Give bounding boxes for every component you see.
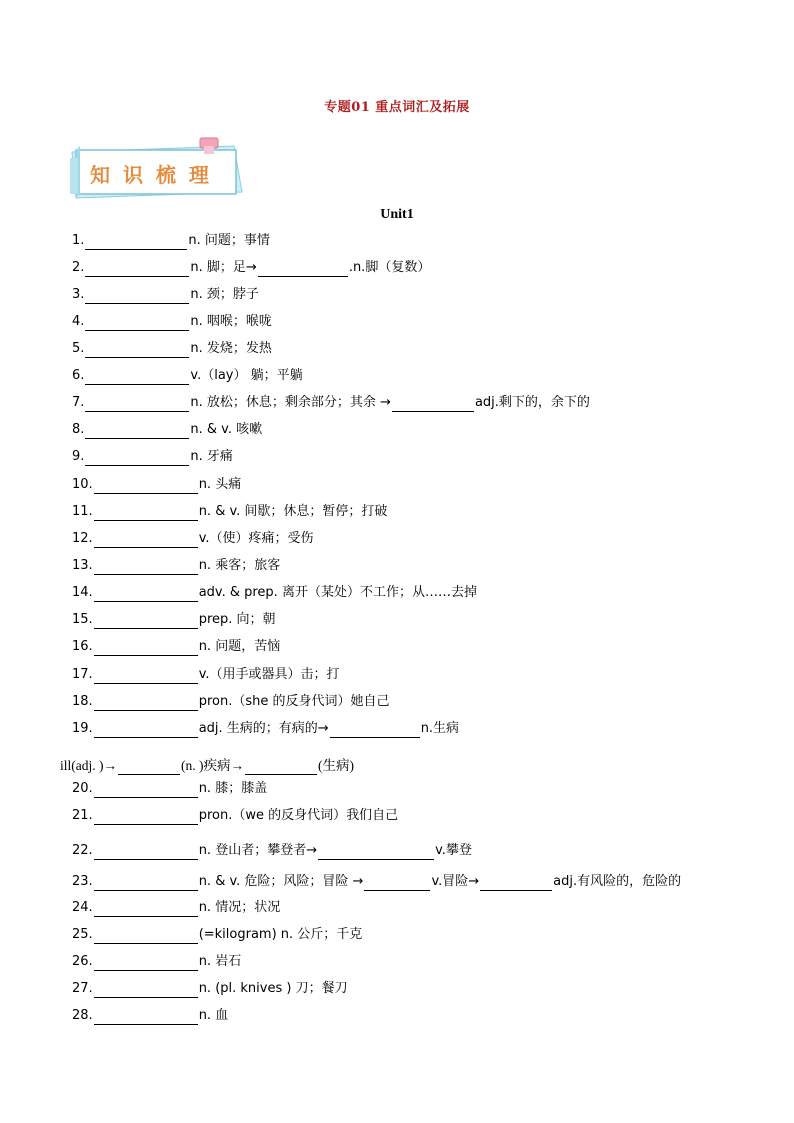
answer-blank[interactable] (94, 983, 198, 998)
item-number: 26. (72, 954, 93, 969)
answer-blank[interactable] (94, 929, 198, 944)
vocab-item (72, 720, 459, 738)
vocab-item (72, 232, 270, 250)
vocab-item (72, 286, 259, 304)
answer-blank[interactable] (94, 479, 198, 494)
item-text: pron.（we 的反身代词）我们自己 (198, 808, 399, 823)
item-text: (生病) (318, 758, 354, 773)
answer-blank[interactable] (94, 560, 198, 575)
vocab-item (60, 757, 354, 775)
item-number: 22. (72, 843, 93, 858)
answer-blank[interactable] (85, 262, 189, 277)
answer-blank[interactable] (94, 669, 198, 684)
vocab-item (72, 926, 362, 944)
item-text: adj. 生病的；有病的→ (198, 721, 329, 736)
item-text: v.（lay） 躺；平躺 (190, 368, 303, 383)
answer-blank[interactable] (318, 845, 434, 860)
item-text: v.（使）疼痛；受伤 (198, 531, 314, 546)
answer-blank[interactable] (392, 397, 474, 412)
vocab-item (72, 394, 590, 412)
answer-blank[interactable] (85, 424, 189, 439)
answer-blank[interactable] (94, 641, 198, 656)
item-text: n. & v. 咳嗽 (190, 422, 263, 437)
answer-blank[interactable] (118, 760, 180, 775)
item-number: 23. (72, 874, 93, 889)
item-number: 7. (72, 395, 85, 410)
item-number: 2. (72, 260, 85, 275)
answer-blank[interactable] (85, 370, 189, 385)
item-number: 17. (72, 667, 93, 682)
item-text: (=kilogram) n. 公斤；千克 (198, 927, 363, 942)
vocab-item (72, 367, 303, 385)
answer-blank[interactable] (85, 397, 189, 412)
vocab-item (72, 899, 280, 917)
vocab-item (72, 953, 241, 971)
answer-blank[interactable] (94, 533, 198, 548)
item-number: 24. (72, 900, 93, 915)
item-text: prep. 向；朝 (198, 612, 276, 627)
vocab-item (72, 448, 233, 466)
vocab-item (72, 584, 477, 602)
answer-blank[interactable] (94, 506, 198, 521)
item-text: v.（用手或器具）击；打 (198, 667, 340, 682)
item-text: adj.剩下的，余下的 (474, 395, 590, 410)
item-number: 3. (72, 287, 85, 302)
vocab-item (72, 638, 280, 656)
item-number: 6. (72, 368, 85, 383)
vocab-item (72, 980, 348, 998)
item-text: n. 血 (198, 1008, 229, 1023)
answer-blank[interactable] (85, 316, 189, 331)
item-number: 11. (72, 504, 93, 519)
item-text: n. 情况；状况 (198, 900, 281, 915)
item-text: adj.有风险的，危险的 (553, 874, 682, 889)
item-text: ill(adj. )→ (60, 758, 117, 773)
answer-blank[interactable] (94, 876, 198, 891)
item-text: n. 问题；事情 (188, 233, 270, 248)
vocab-item (72, 611, 276, 629)
answer-blank[interactable] (258, 262, 348, 277)
answer-blank[interactable] (94, 783, 198, 798)
vocab-item (72, 503, 387, 521)
item-text: n. 乘客；旅客 (198, 558, 281, 573)
item-number: 5. (72, 341, 85, 356)
item-number: 19. (72, 721, 93, 736)
answer-blank[interactable] (94, 902, 198, 917)
vocab-item (72, 693, 389, 711)
vocab-item (72, 842, 472, 860)
answer-blank[interactable] (364, 876, 430, 891)
item-text: n.生病 (420, 721, 460, 736)
vocab-item (72, 666, 340, 684)
answer-blank[interactable] (480, 876, 552, 891)
item-text: n. 膝；膝盖 (198, 781, 268, 796)
item-number: 28. (72, 1008, 93, 1023)
item-number: 12. (72, 531, 93, 546)
answer-blank[interactable] (94, 956, 198, 971)
answer-blank[interactable] (94, 723, 198, 738)
item-text: v.冒险→ (431, 874, 480, 889)
vocab-item (72, 259, 430, 277)
answer-blank[interactable] (85, 235, 187, 250)
item-text: n. 颈；脖子 (190, 287, 259, 302)
vocab-item (72, 476, 241, 494)
item-text: n. & v. 间歇；休息；暂停；打破 (198, 504, 388, 519)
vocab-item (72, 340, 272, 358)
item-number: 27. (72, 981, 93, 996)
item-text: adv. & prep. 离开（某处）不工作；从……去掉 (198, 585, 477, 600)
item-text: n. 咽喉；喉咙 (190, 314, 272, 329)
vocab-item (72, 807, 398, 825)
item-number: 21. (72, 808, 93, 823)
answer-blank[interactable] (94, 587, 198, 602)
vocab-item (72, 421, 262, 439)
answer-blank[interactable] (94, 614, 198, 629)
vocab-item (72, 557, 280, 575)
badge-label: 知 识 梳 理 (90, 163, 212, 187)
vocab-item (72, 530, 314, 548)
answer-blank[interactable] (330, 723, 420, 738)
item-text: .n.脚（复数） (348, 260, 431, 275)
item-number: 20. (72, 781, 93, 796)
item-number: 18. (72, 694, 93, 709)
item-number: 14. (72, 585, 93, 600)
item-text: v.攀登 (435, 843, 472, 858)
answer-blank[interactable] (85, 289, 189, 304)
item-number: 15. (72, 612, 93, 627)
answer-blank[interactable] (94, 696, 198, 711)
item-number: 13. (72, 558, 93, 573)
item-text: n. 放松；休息；剩余部分；其余 → (190, 395, 391, 410)
answer-blank[interactable] (85, 451, 189, 466)
item-text: (n. )疾病→ (181, 758, 244, 773)
item-text: n. 头痛 (198, 477, 242, 492)
answer-blank[interactable] (94, 845, 198, 860)
section-badge (66, 136, 248, 204)
item-number: 8. (72, 422, 85, 437)
vocab-item (72, 313, 272, 331)
answer-blank[interactable] (245, 760, 317, 775)
vocab-item (72, 1007, 228, 1025)
item-number: 4. (72, 314, 85, 329)
item-number: 25. (72, 927, 93, 942)
item-text: n. 脚；足→ (190, 260, 257, 275)
item-number: 9. (72, 449, 85, 464)
item-text: n. 登山者；攀登者→ (198, 843, 318, 858)
item-text: n. & v. 危险；风险；冒险 → (198, 874, 364, 889)
item-text: n. 岩石 (198, 954, 242, 969)
item-text: pron.（she 的反身代词）她自己 (198, 694, 390, 709)
item-number: 16. (72, 639, 93, 654)
item-number: 10. (72, 477, 93, 492)
item-text: n. 问题，苦恼 (198, 639, 281, 654)
item-text: n. (pl. knives ) 刀；餐刀 (198, 981, 348, 996)
vocab-item (72, 873, 681, 891)
answer-blank[interactable] (94, 1010, 198, 1025)
unit-heading: Unit1 (380, 207, 414, 222)
answer-blank[interactable] (94, 810, 198, 825)
vocab-item (72, 780, 267, 798)
answer-blank[interactable] (85, 343, 189, 358)
page-title: 专题01 重点词汇及拓展 (324, 100, 470, 115)
item-text: n. 牙痛 (190, 449, 233, 464)
item-text: n. 发烧；发热 (190, 341, 272, 356)
item-number: 1. (72, 233, 85, 248)
